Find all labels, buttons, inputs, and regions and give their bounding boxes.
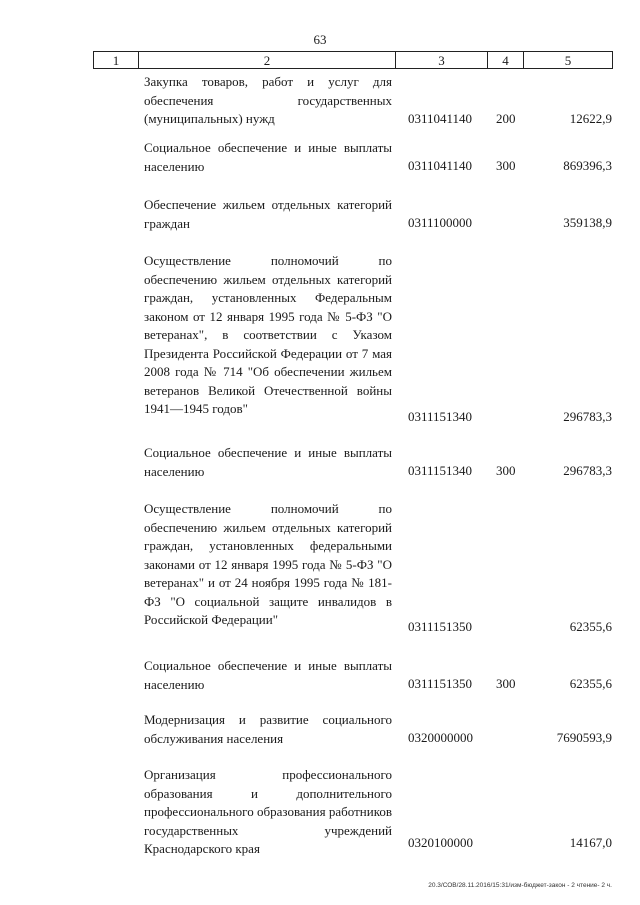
row-amount: 12622,9 bbox=[569, 111, 612, 126]
column-header-row bbox=[93, 51, 613, 69]
row-description: Закупка товаров, работ и услуг для обеспечения государственных (муниципальных) нужд bbox=[144, 74, 392, 126]
row-amount: 296783,3 bbox=[563, 463, 612, 478]
row-description: Осуществление полномочий по обеспечению жильем отдельных категорий граждан, установленных федеральными законами от 12 января 1995 года № 5-ФЗ "О ветеранах" и от 24 ноября 1995 года № 181-ФЗ "О социальной защите инвалидов в Российской Федерации" bbox=[144, 501, 392, 627]
row-code: 0320000000 bbox=[408, 730, 473, 745]
row-amount: 359138,9 bbox=[563, 215, 612, 230]
row-description: Обеспечение жильем отдельных категорий граждан bbox=[144, 197, 392, 231]
row-amount: 14167,0 bbox=[569, 835, 612, 850]
row-code: 0311151340 bbox=[408, 463, 473, 478]
row-description: Социальное обеспечение и иные выплаты населению bbox=[144, 140, 392, 174]
row-amount: 62355,6 bbox=[569, 619, 612, 634]
column-header-1: 1 bbox=[94, 52, 139, 69]
row-amount: 296783,3 bbox=[563, 409, 612, 424]
column-header-4: 4 bbox=[488, 52, 524, 69]
page-number: 63 bbox=[313, 32, 327, 47]
row-amount: 62355,6 bbox=[569, 676, 612, 691]
footer-note: 20.3/СОВ/28.11.2016/15:31/изм-бюджет-закон - 2 чтение- 2 ч. bbox=[428, 882, 612, 889]
row-description: Социальное обеспечение и иные выплаты населению bbox=[144, 445, 392, 479]
column-header-3: 3 bbox=[396, 52, 488, 69]
row-amount: 7690593,9 bbox=[556, 730, 612, 745]
row-amount: 869396,3 bbox=[563, 158, 612, 173]
row-expense-type: 300 bbox=[496, 463, 516, 478]
row-code: 0311151350 bbox=[408, 619, 473, 634]
row-description: Осуществление полномочий по обеспечению жильем отдельных категорий граждан, установленных Федеральным законом от 12 января 1995 года № 5-ФЗ "О ветеранах", в соответствии с Указом Президента Российской Федерации от 7 мая 2008 года № 714 "Об обеспечении жильем ветеранов Великой Отечественной войны 1941—1945 годов" bbox=[144, 253, 392, 416]
row-code: 0311100000 bbox=[408, 215, 473, 230]
row-description: Социальное обеспечение и иные выплаты населению bbox=[144, 658, 392, 692]
row-description: Модернизация и развитие социального обслуживания населения bbox=[144, 712, 392, 746]
column-header-5: 5 bbox=[524, 52, 613, 69]
row-code: 0311041140 bbox=[408, 111, 473, 126]
row-description: Организация профессионального образования и дополнительного профессионального образования работников государственных учреждений Краснодарского края bbox=[144, 767, 392, 856]
row-code: 0311041140 bbox=[408, 158, 473, 173]
row-code: 0311151340 bbox=[408, 409, 473, 424]
row-expense-type: 200 bbox=[496, 111, 516, 126]
column-header-2: 2 bbox=[139, 52, 396, 69]
row-expense-type: 300 bbox=[496, 676, 516, 691]
row-code: 0320100000 bbox=[408, 835, 473, 850]
row-expense-type: 300 bbox=[496, 158, 516, 173]
row-code: 0311151350 bbox=[408, 676, 473, 691]
